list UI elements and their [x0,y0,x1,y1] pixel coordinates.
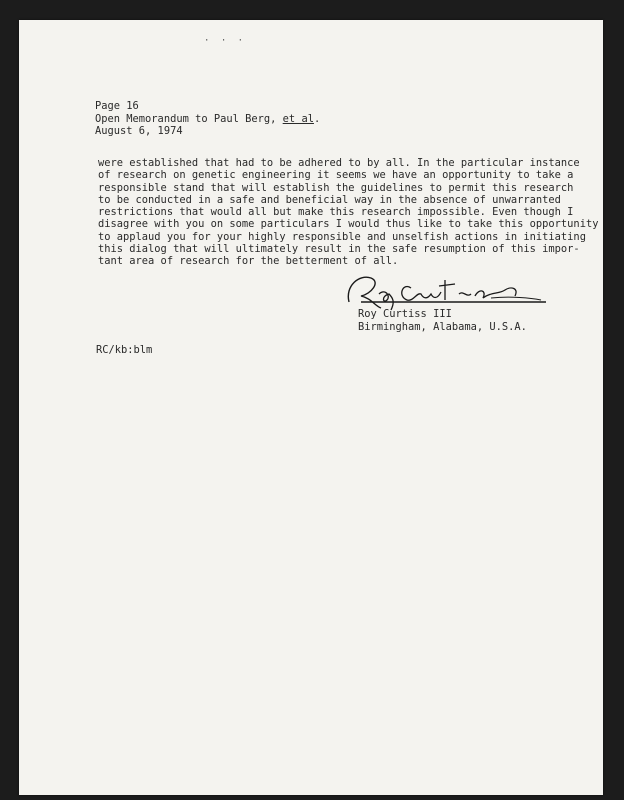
body-line: restrictions that would all but make this research impossible. Even though I [98,206,574,219]
body-line: responsible stand that will establish the guidelines to permit this research [98,181,574,194]
top-stray-mark: · · · [204,36,247,46]
page-number: Page 16 [95,100,139,112]
body-line: to be conducted in a safe and beneficial way in the absence of unwarranted [98,193,561,206]
body-line: disagree with you on some particulars I would thus like to take this opportunity [98,218,599,231]
letter-header [95,100,320,138]
body-line: tant area of research for the betterment of all. [98,255,399,268]
memo-title-prefix: Open Memorandum to Paul Berg, [95,112,283,125]
memo-title-etal: et al [282,112,314,125]
body-line: to applaud you for your highly responsible and unselfish actions in initiating [98,230,586,243]
memo-date: August 6, 1974 [95,125,183,137]
letter-page [19,20,603,795]
signature-block [358,308,527,333]
body-line: were established that had to be adhered to by all. In the particular instance [98,157,580,169]
body-line: of research on genetic engineering it seems we have an opportunity to take a [98,169,574,182]
memo-title-suffix: . [313,112,321,125]
signer-name: Roy Curtiss III [358,308,452,320]
handwritten-signature [341,268,551,312]
memo-title [95,113,320,126]
letter-body [98,157,599,268]
typist-initials: RC/kb:blm [96,344,153,356]
body-line: this dialog that will ultimately result in the safe resumption of this impor- [98,243,580,256]
signer-location: Birmingham, Alabama, U.S.A. [358,320,527,333]
